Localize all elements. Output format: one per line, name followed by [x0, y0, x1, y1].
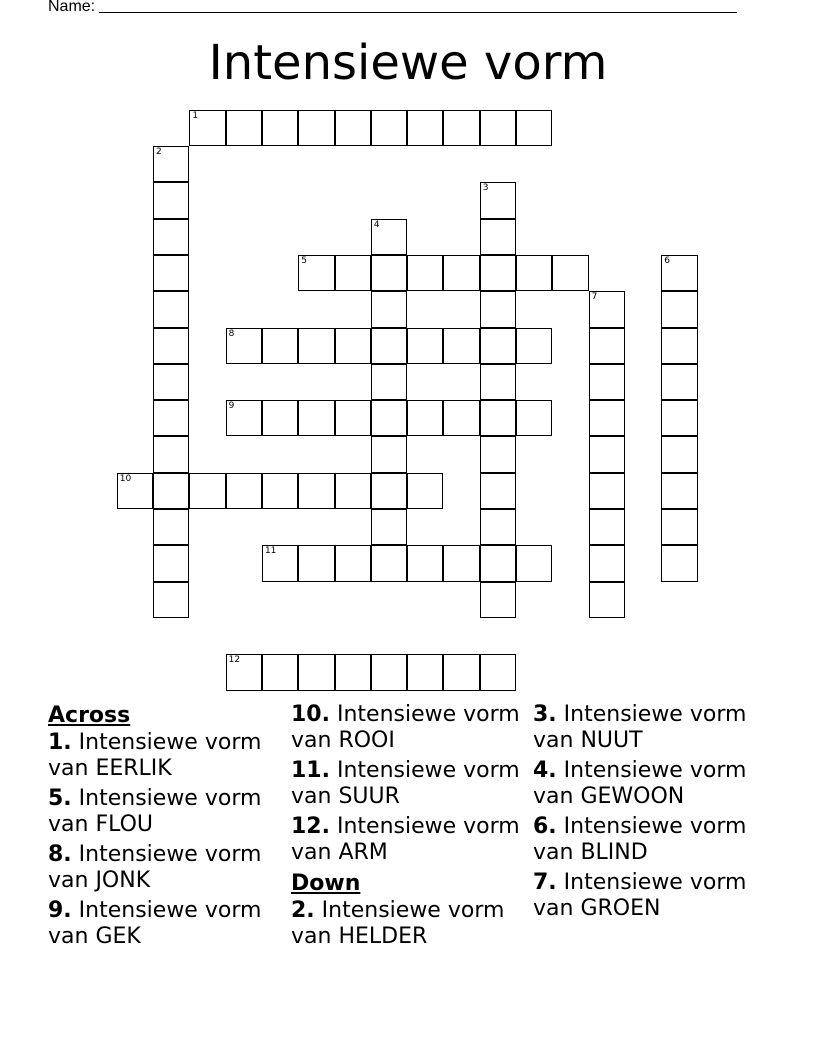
page-title: Intensiewe vorm — [208, 35, 608, 91]
grid-cell[interactable] — [153, 400, 189, 436]
grid-cell[interactable] — [480, 400, 516, 436]
grid-cell[interactable] — [262, 545, 298, 581]
clue-number-label: 1 — [192, 110, 199, 121]
grid-cell[interactable] — [335, 400, 371, 436]
clue-number-label: 8 — [228, 328, 235, 339]
grid-cell[interactable] — [226, 110, 262, 146]
grid-cell[interactable] — [153, 146, 189, 182]
grid-cell[interactable] — [480, 110, 516, 146]
grid-cell[interactable] — [153, 545, 189, 581]
grid-cell[interactable] — [262, 110, 298, 146]
clue-across-8: 8. Intensiewe vorm van JONK — [48, 842, 262, 893]
clue-number-label: 12 — [228, 655, 241, 666]
clue-across-11: 11. Intensiewe vorm van SUUR — [291, 758, 520, 809]
grid-cell[interactable] — [117, 473, 153, 509]
grid-cell[interactable] — [298, 328, 334, 364]
grid-cell[interactable] — [589, 328, 625, 364]
clue-down-2: 2. Intensiewe vorm van HELDER — [291, 898, 505, 949]
clue-number-label: 6 — [664, 255, 670, 266]
grid-cell[interactable] — [661, 255, 697, 291]
grid-cell[interactable] — [189, 473, 225, 509]
clue-number-label: 9 — [228, 401, 235, 412]
clue-number-label: 5 — [301, 255, 307, 266]
grid-cell[interactable] — [371, 364, 407, 400]
grid-cell[interactable] — [480, 328, 516, 364]
clue-across-12: 12. Intensiewe vorm van ARM — [291, 814, 520, 865]
grid-cell[interactable] — [262, 400, 298, 436]
grid-cell[interactable] — [407, 400, 443, 436]
grid-cell[interactable] — [480, 509, 516, 545]
grid-cell[interactable] — [589, 473, 625, 509]
grid-cell[interactable] — [335, 654, 371, 690]
clue-number-label: 11 — [264, 546, 277, 557]
grid-cell[interactable] — [298, 255, 334, 291]
grid-cell[interactable] — [298, 110, 334, 146]
grid-cell[interactable] — [407, 255, 443, 291]
name-label: Name: — [48, 0, 96, 15]
grid-cell[interactable] — [589, 509, 625, 545]
grid-cell[interactable] — [371, 436, 407, 472]
grid-cell[interactable] — [480, 436, 516, 472]
grid-cell[interactable] — [262, 654, 298, 690]
clue-across-9: 9. Intensiewe vorm van GEK — [48, 898, 262, 949]
grid-cell[interactable] — [371, 545, 407, 581]
grid-cell[interactable] — [371, 509, 407, 545]
clue-number-label: 10 — [119, 473, 132, 484]
grid-cell[interactable] — [407, 110, 443, 146]
grid-cell[interactable] — [153, 436, 189, 472]
clue-across-5: 5. Intensiewe vorm van FLOU — [48, 786, 262, 837]
grid-cell[interactable] — [153, 509, 189, 545]
grid-cell[interactable] — [226, 400, 262, 436]
grid-cell[interactable] — [335, 255, 371, 291]
grid-cell[interactable] — [153, 582, 189, 618]
grid-cell[interactable] — [226, 328, 262, 364]
grid-cell[interactable] — [298, 473, 334, 509]
grid-cell[interactable] — [153, 291, 189, 327]
clue-number-label: 3 — [482, 183, 489, 194]
grid-cell[interactable] — [661, 436, 697, 472]
grid-cell[interactable] — [371, 473, 407, 509]
grid-cell[interactable] — [516, 545, 552, 581]
grid-cell[interactable] — [661, 509, 697, 545]
down-heading: Down — [291, 871, 361, 896]
grid-cell[interactable] — [407, 545, 443, 581]
grid-cell[interactable] — [371, 328, 407, 364]
grid-cell[interactable] — [371, 400, 407, 436]
grid-cell[interactable] — [516, 110, 552, 146]
grid-cell[interactable] — [371, 219, 407, 255]
grid-cell[interactable] — [298, 545, 334, 581]
clue-number-label: 4 — [373, 219, 380, 230]
clue-down-4: 4. Intensiewe vorm van GEWOON — [533, 758, 747, 809]
grid-cell[interactable] — [661, 328, 697, 364]
grid-cell[interactable] — [661, 364, 697, 400]
grid-cell[interactable] — [661, 400, 697, 436]
grid-cell[interactable] — [335, 328, 371, 364]
grid-cell[interactable] — [371, 255, 407, 291]
grid-cell[interactable] — [516, 255, 552, 291]
grid-cell[interactable] — [480, 291, 516, 327]
grid-cell[interactable] — [589, 400, 625, 436]
grid-cell[interactable] — [552, 255, 588, 291]
grid-cell[interactable] — [443, 545, 479, 581]
grid-cell[interactable] — [335, 545, 371, 581]
grid-cell[interactable] — [589, 436, 625, 472]
across-heading: Across — [48, 703, 131, 728]
grid-cell[interactable] — [443, 328, 479, 364]
grid-cell[interactable] — [371, 654, 407, 690]
grid-cell[interactable] — [480, 364, 516, 400]
clue-number-label: 7 — [591, 292, 598, 303]
grid-cell[interactable] — [153, 364, 189, 400]
grid-cell[interactable] — [589, 291, 625, 327]
grid-cell[interactable] — [480, 473, 516, 509]
grid-cell[interactable] — [516, 328, 552, 364]
grid-cell[interactable] — [298, 400, 334, 436]
grid-cell[interactable] — [407, 328, 443, 364]
grid-cell[interactable] — [661, 291, 697, 327]
grid-cell[interactable] — [480, 255, 516, 291]
grid-cell[interactable] — [153, 328, 189, 364]
grid-cell[interactable] — [262, 473, 298, 509]
grid-cell[interactable] — [407, 473, 443, 509]
grid-cell[interactable] — [298, 654, 334, 690]
grid-cell[interactable] — [153, 473, 189, 509]
clue-column-2 — [291, 702, 531, 954]
grid-cell[interactable] — [443, 110, 479, 146]
grid-cell[interactable] — [189, 110, 225, 146]
grid-cell[interactable] — [480, 582, 516, 618]
clue-across-10: 10. Intensiewe vorm van ROOI — [291, 702, 520, 753]
clue-down-6: 6. Intensiewe vorm van BLIND — [533, 814, 747, 865]
grid-cell[interactable] — [443, 255, 479, 291]
grid-cell[interactable] — [153, 182, 189, 218]
grid-cell[interactable] — [661, 545, 697, 581]
grid-cell[interactable] — [589, 364, 625, 400]
clue-column-3 — [533, 702, 773, 926]
grid-cell[interactable] — [153, 255, 189, 291]
clue-column-1 — [48, 702, 288, 954]
clue-down-7: 7. Intensiewe vorm van GROEN — [533, 870, 747, 921]
clue-down-3: 3. Intensiewe vorm van NUUT — [533, 702, 747, 753]
clue-across-1: 1. Intensiewe vorm van EERLIK — [48, 730, 262, 781]
grid-cell[interactable] — [443, 654, 479, 690]
grid-cell[interactable] — [443, 400, 479, 436]
grid-cell[interactable] — [226, 654, 262, 690]
grid-cell[interactable] — [226, 473, 262, 509]
grid-cell[interactable] — [262, 328, 298, 364]
grid-cell[interactable] — [371, 291, 407, 327]
grid-cell[interactable] — [335, 110, 371, 146]
clue-number-label: 2 — [156, 147, 162, 158]
grid-cell[interactable] — [407, 654, 443, 690]
grid-cell[interactable] — [371, 110, 407, 146]
grid-cell[interactable] — [589, 545, 625, 581]
grid-cell[interactable] — [480, 545, 516, 581]
grid-cell[interactable] — [335, 473, 371, 509]
grid-cell[interactable] — [480, 219, 516, 255]
grid-cell[interactable] — [589, 582, 625, 618]
grid-cell[interactable] — [153, 219, 189, 255]
grid-cell[interactable] — [480, 182, 516, 218]
grid-cell[interactable] — [661, 473, 697, 509]
grid-cell[interactable] — [516, 400, 552, 436]
grid-cell[interactable] — [480, 654, 516, 690]
